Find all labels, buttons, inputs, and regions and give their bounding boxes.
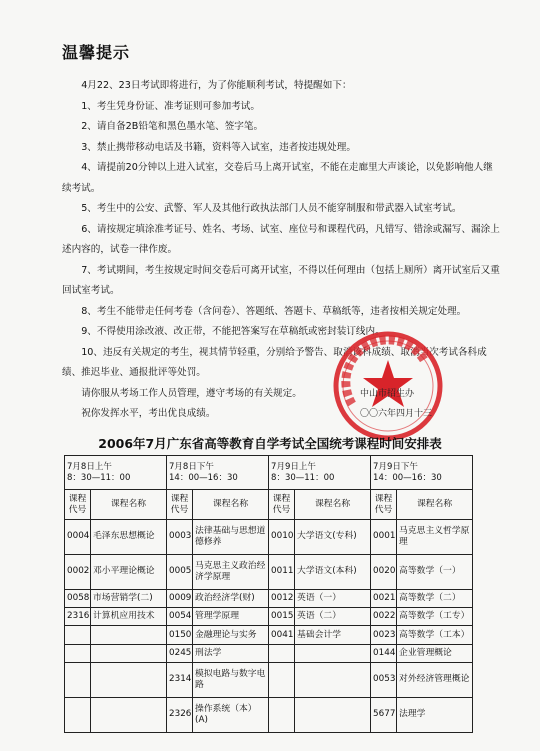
column-header-name: 课程名称	[397, 490, 473, 520]
course-code	[65, 697, 91, 732]
seal-text-line2: 〇〇六年四月十三	[360, 409, 433, 419]
course-name: 英语（二）	[295, 608, 371, 626]
table-row	[65, 589, 473, 607]
notice-title: 温馨提示	[62, 43, 131, 62]
course-code: 2316	[65, 608, 91, 626]
course-code: 0058	[65, 589, 91, 607]
course-code: 0054	[167, 608, 193, 626]
table-row	[65, 662, 473, 697]
course-code: 0020	[371, 554, 397, 589]
course-name: 高等数学（一）	[397, 554, 473, 589]
course-code: 0005	[167, 554, 193, 589]
course-name	[295, 662, 371, 697]
table-row	[65, 608, 473, 626]
table-row	[65, 520, 473, 555]
course-name: 法律基础与思想道德修养	[193, 520, 269, 555]
course-code	[269, 662, 295, 697]
course-code	[65, 644, 91, 662]
course-name: 邓小平理论概论	[91, 554, 167, 589]
course-code: 0015	[269, 608, 295, 626]
course-code: 0150	[167, 626, 193, 644]
column-header-name: 课程名称	[91, 490, 167, 520]
course-name	[91, 626, 167, 644]
notice-paragraph: 7、考试期间，考生按规定时间交卷后可离开试室，不得以任何理由（包括上厕所）离开试室后又重回试室考试。	[62, 264, 500, 296]
course-name: 模拟电路与数字电路	[193, 662, 269, 697]
course-name: 政治经济学(财)	[193, 589, 269, 607]
course-name	[91, 697, 167, 732]
notice-paragraph: 1、考生凭身份证、准考证则可参加考试。	[81, 100, 260, 112]
course-name: 管理学原理	[193, 608, 269, 626]
notice-paragraph: 祝你发挥水平，考出优良成绩。	[81, 408, 216, 419]
notice-paragraph: 请你服从考场工作人员管理，遵守考场的有关规定。	[81, 387, 302, 399]
session-time: 7月9日上午 8：30—11：00	[269, 456, 371, 490]
course-name: 企业管理概论	[397, 644, 473, 662]
course-code: 0010	[269, 520, 295, 555]
seal-text-line1: 中山市招生办	[360, 389, 415, 399]
course-code: 0001	[371, 520, 397, 555]
course-name: 大学语文(专科)	[295, 520, 371, 555]
schedule-title: 2006年7月广东省高等教育自学考试全国统考课程时间安排表	[98, 436, 442, 451]
course-name: 刑法学	[193, 644, 269, 662]
course-name: 市场营销学(二)	[91, 589, 167, 607]
column-header-name: 课程名称	[295, 490, 371, 520]
course-name: 金融理论与实务	[193, 626, 269, 644]
notice-paragraph: 10、违反有关规定的考生，视其情节轻重，分别给予警告、取消该科成绩、取消当次考试各科成绩、推迟毕业、通报批评等处罚。	[62, 346, 487, 378]
course-code: 0245	[167, 644, 193, 662]
notice-paragraph: 2、请自备2B铅笔和黑色墨水笔、签字笔。	[81, 121, 264, 132]
course-name	[295, 697, 371, 732]
table-row	[65, 626, 473, 644]
notice-paragraph: 3、禁止携带移动电话及书籍，资料等入试室，违者按违规处理。	[81, 141, 356, 153]
course-code: 0002	[65, 554, 91, 589]
course-name	[91, 662, 167, 697]
column-header-row	[65, 490, 473, 520]
course-code: 0003	[167, 520, 193, 555]
course-code: 0004	[65, 520, 91, 555]
course-code	[65, 626, 91, 644]
course-code	[65, 662, 91, 697]
course-name	[91, 644, 167, 662]
schedule-table	[64, 455, 473, 733]
notice-paragraph: 6、请按规定填涂准考证号、姓名、考场、试室、座位号和课程代码，凡错写、错涂或漏写、漏涂上述内容的，试卷一律作废。	[62, 223, 500, 255]
course-name: 法理学	[397, 697, 473, 732]
notice-paragraph: 8、考生不能带走任何考卷（含问卷）、答题纸、答题卡、草稿纸等，违者按相关规定处理。	[81, 305, 467, 317]
course-name: 马克思主义哲学原理	[397, 520, 473, 555]
session-time: 7月9日下午 14：00—16：30	[371, 456, 473, 490]
course-code: 0023	[371, 626, 397, 644]
course-code	[269, 644, 295, 662]
table-row	[65, 697, 473, 732]
course-code: 0009	[167, 589, 193, 607]
course-name: 英语（一）	[295, 589, 371, 607]
column-header-code: 课程代号	[167, 490, 193, 520]
course-code: 0012	[269, 589, 295, 607]
notice-paragraph: 4、请提前20分钟以上进入试室，交卷后马上离开试室，不能在走廊里大声谈论，以免影响他人继续考试。	[62, 162, 493, 194]
table-row	[65, 644, 473, 662]
course-name: 计算机应用技术	[91, 608, 167, 626]
course-code: 0022	[371, 608, 397, 626]
column-header-code: 课程代号	[371, 490, 397, 520]
course-code: 2314	[167, 662, 193, 697]
course-name: 高等数学（工本）	[397, 626, 473, 644]
course-code: 2326	[167, 697, 193, 732]
course-code: 0144	[371, 644, 397, 662]
course-name	[295, 644, 371, 662]
course-name: 对外经济管理概论	[397, 662, 473, 697]
course-name: 操作系统（本）(A)	[193, 697, 269, 732]
notice-paragraph: 9、不得使用涂改液、改正带，不能把答案写在草稿纸或密封装订线内。	[81, 326, 385, 337]
column-header-code: 课程代号	[65, 490, 91, 520]
course-code	[269, 697, 295, 732]
course-name: 大学语文(本科)	[295, 554, 371, 589]
session-header-row	[65, 456, 473, 490]
course-name: 马克思主义政治经济学原理	[193, 554, 269, 589]
course-code: 0041	[269, 626, 295, 644]
course-code: 5677	[371, 697, 397, 732]
notice-paragraph: 4月22、23日考试即将进行，为了你能顺利考试，特提醒如下：	[81, 80, 352, 91]
table-row	[65, 554, 473, 589]
course-code: 0011	[269, 554, 295, 589]
column-header-name: 课程名称	[193, 490, 269, 520]
notice-paragraph: 5、考生中的公安、武警、军人及其他行政执法部门人员不能穿制服和带武器入试室考试。	[81, 203, 462, 214]
course-name: 毛泽东思想概论	[91, 520, 167, 555]
column-header-code: 课程代号	[269, 490, 295, 520]
session-time: 7月8日下午 14：00—16：30	[167, 456, 269, 490]
course-code: 0053	[371, 662, 397, 697]
course-code: 0021	[371, 589, 397, 607]
session-time: 7月8日上午 8：30—11：00	[65, 456, 167, 490]
course-name: 基础会计学	[295, 626, 371, 644]
course-name: 高等数学（二）	[397, 589, 473, 607]
seal-text	[360, 384, 432, 424]
course-name: 高等数学（工专）	[397, 608, 473, 626]
